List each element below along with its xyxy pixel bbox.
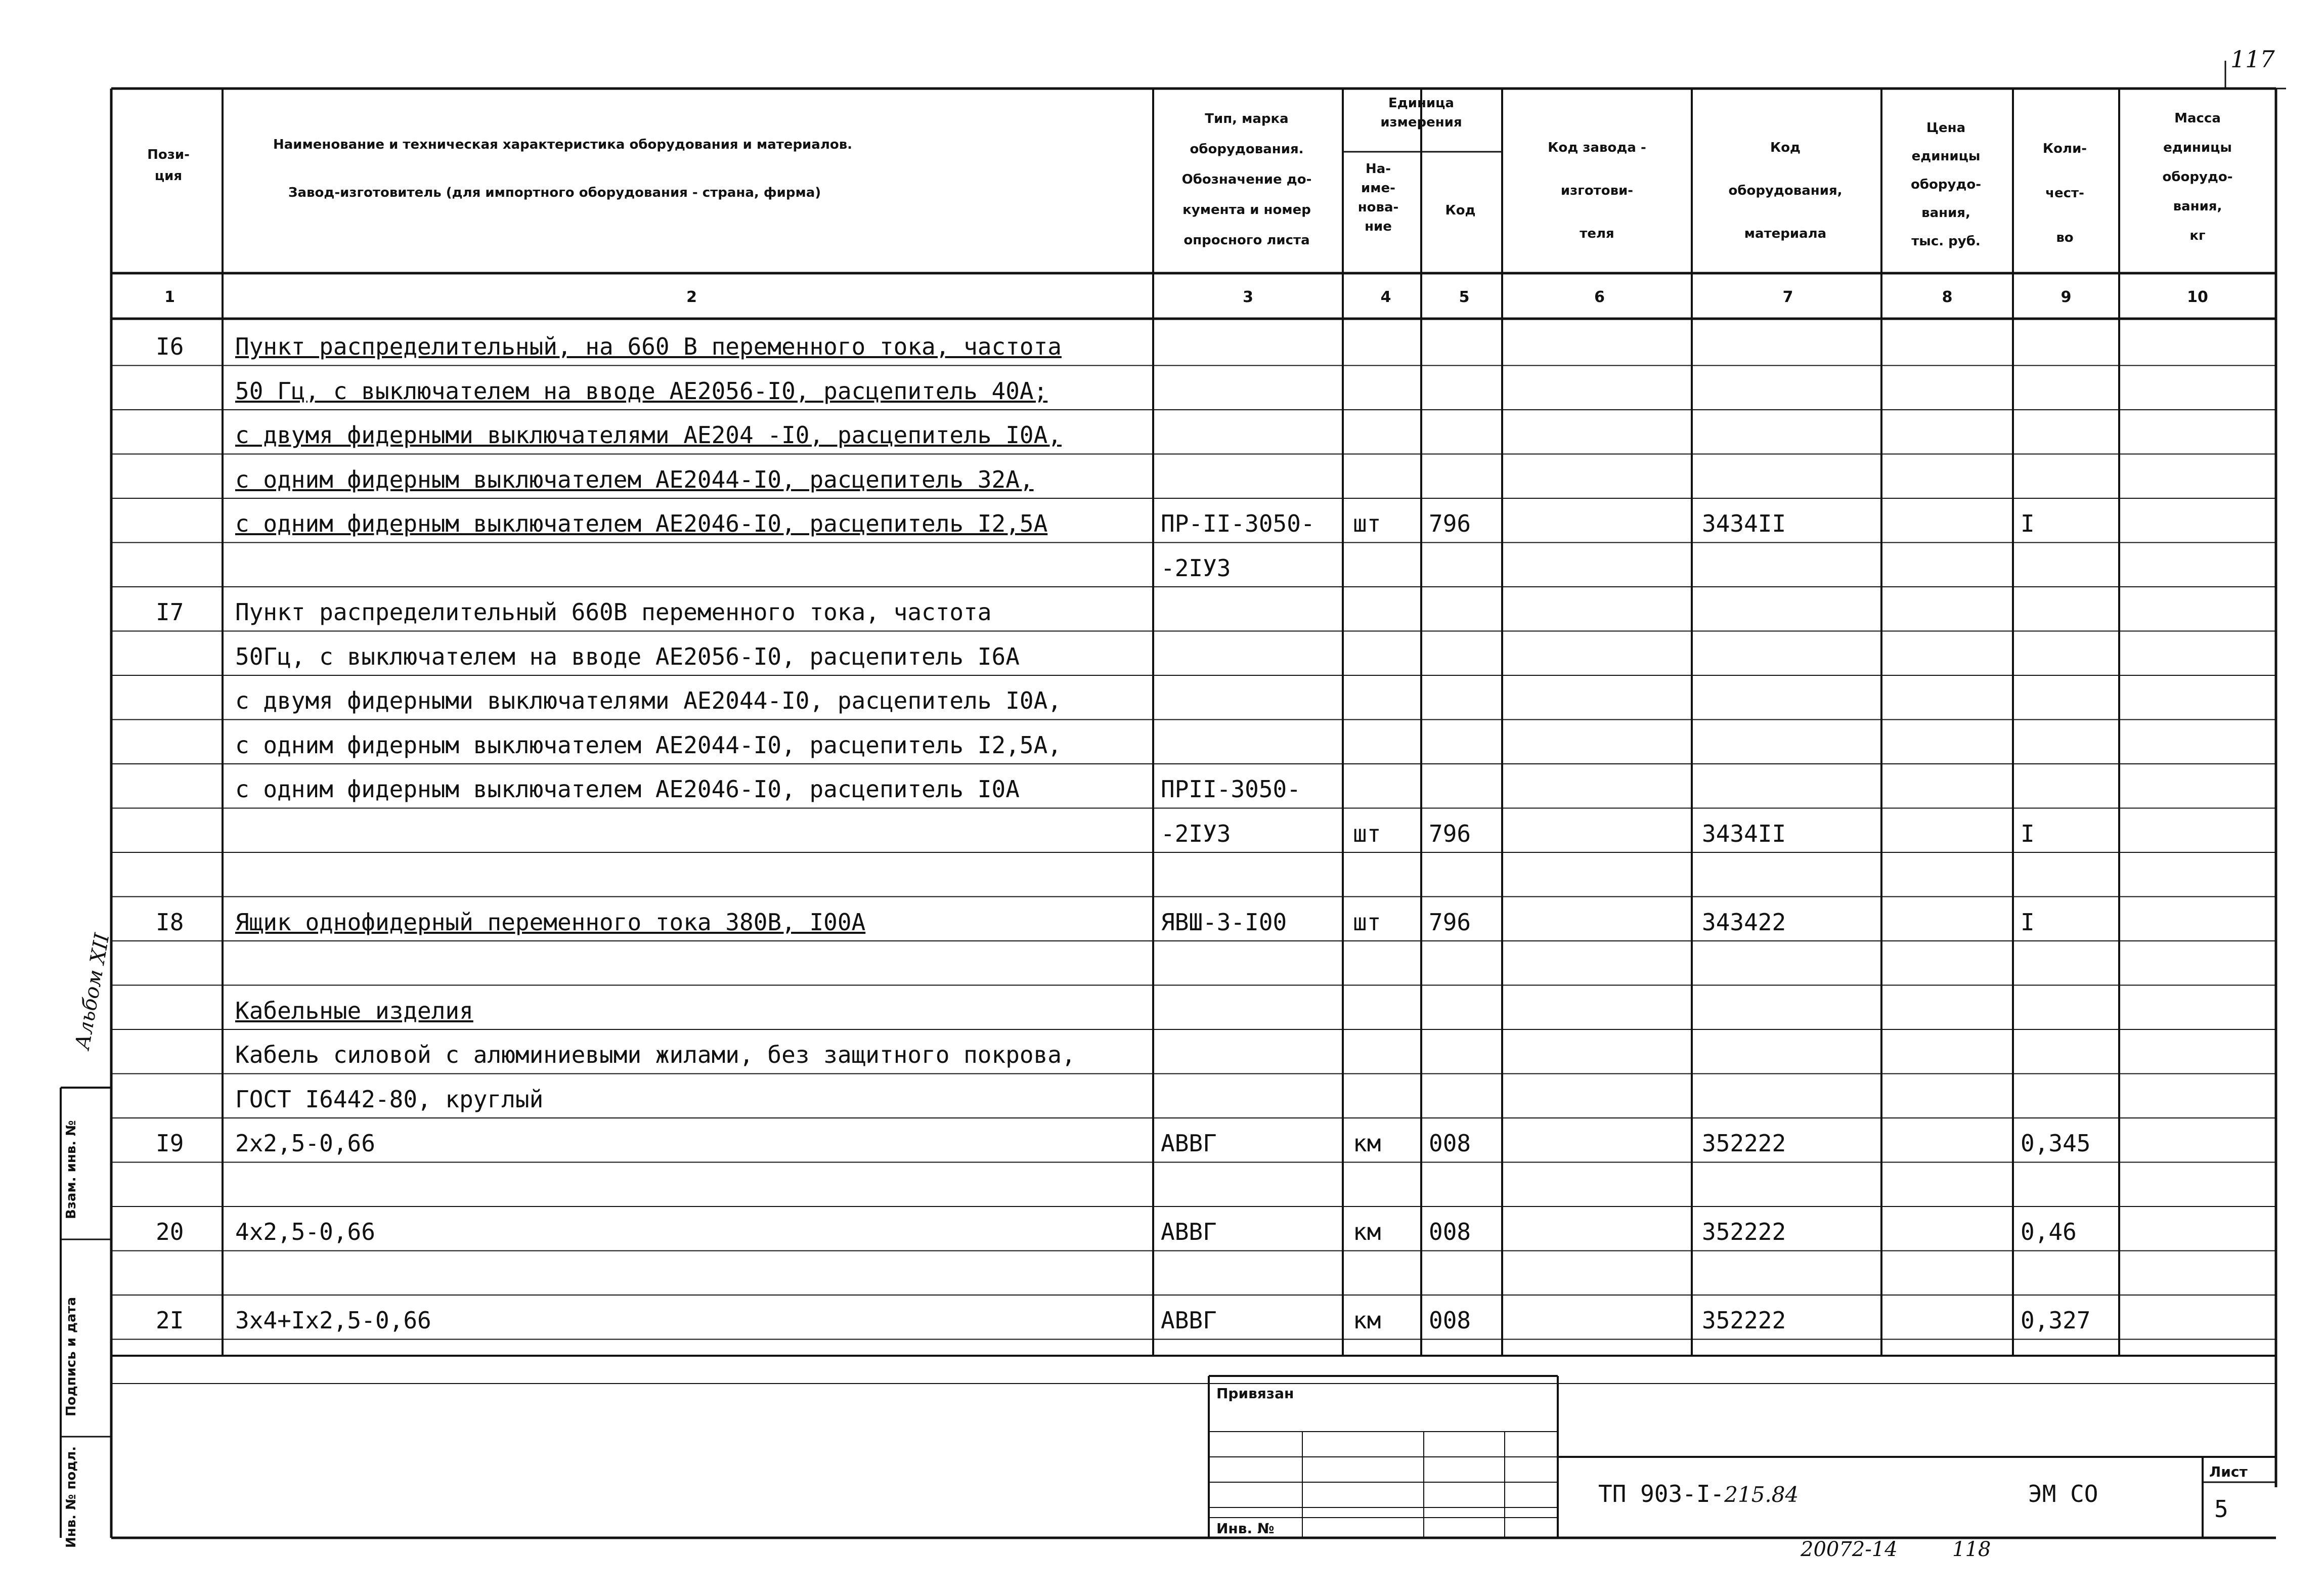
column-number: 7	[1782, 288, 1793, 306]
footer-page-number: 118	[1952, 1538, 1991, 1561]
cell-type: ЯВШ-3-I00	[1161, 908, 1287, 936]
cell-name: 4х2,5-0,66	[235, 1218, 375, 1245]
header-position: Пози- ция	[147, 147, 190, 184]
cell-qty: I	[2021, 510, 2035, 537]
cell-name: 50Гц, с выключателем на вводе АЕ2056-I0, расцепитель I6А	[235, 642, 1020, 670]
header-mass: Масса единицы оборудо- вания, кг	[2162, 111, 2233, 243]
document-code: ТП 903-I-	[1598, 1480, 1725, 1507]
cell-code: 796	[1429, 819, 1471, 847]
sheet-number: 5	[2214, 1495, 2228, 1523]
stamp-inv-no: Инв. №	[1216, 1520, 1275, 1537]
header-equip-code: Код оборудования, материала	[1728, 140, 1843, 241]
column-number: 5	[1459, 288, 1470, 306]
document-mark: ЭМ СО	[2028, 1480, 2098, 1507]
column-number: 3	[1243, 288, 1253, 306]
cell-pos: 20	[156, 1218, 184, 1245]
side-signature-label: Подпись и дата	[64, 1297, 79, 1416]
cell-type: АВВГ	[1161, 1130, 1217, 1157]
document-designation	[1598, 1480, 1799, 1509]
cell-name: с одним фидерным выключателем АЕ2046-I0, расцепитель I2,5А	[235, 510, 1048, 537]
cell-equip: 343422	[1702, 908, 1786, 936]
header-price: Цена единицы оборудо- вания, тыс. руб.	[1910, 120, 1982, 249]
header-unit: Единица измерения	[1380, 96, 1462, 130]
cell-type: -2IУ3	[1161, 819, 1231, 847]
cell-name: с одним фидерным выключателем АЕ2046-I0, расцепитель I0А	[235, 775, 1020, 803]
cell-code: 796	[1429, 908, 1471, 936]
cell-unit: км	[1353, 1307, 1381, 1334]
side-album-label: Альбом XII	[71, 931, 114, 1051]
cell-qty: I	[2021, 819, 2035, 847]
cell-unit: шт	[1353, 819, 1381, 847]
cell-name: Пункт распределительный 660В переменного тока, частота	[235, 598, 992, 626]
cell-code: 008	[1429, 1307, 1471, 1334]
cell-equip: 352222	[1702, 1307, 1786, 1334]
side-inv-label: Инв. № подл.	[64, 1446, 79, 1548]
cell-name: Кабельные изделия	[235, 997, 473, 1024]
column-number: 9	[2060, 288, 2072, 306]
cell-qty: 0,345	[2021, 1130, 2091, 1157]
cell-unit: км	[1353, 1130, 1381, 1157]
column-number: 8	[1942, 288, 1953, 306]
cell-pos: I6	[156, 333, 184, 360]
side-vzam-label: Взам. инв. №	[64, 1120, 79, 1219]
column-number: 4	[1380, 288, 1391, 306]
sheet-label: Лист	[2209, 1463, 2248, 1480]
cell-code: 796	[1429, 510, 1471, 537]
header-name-line1: Наименование и техническая характеристика оборудования и материалов.	[273, 137, 853, 152]
cell-qty: I	[2021, 908, 2035, 936]
cell-code: 008	[1429, 1218, 1471, 1245]
cell-pos: I8	[156, 908, 184, 936]
column-number: 10	[2187, 288, 2208, 306]
cell-qty: 0,327	[2021, 1307, 2091, 1334]
cell-code: 008	[1429, 1130, 1471, 1157]
cell-qty: 0,46	[2021, 1218, 2077, 1245]
cell-name: Кабель силовой с алюминиевыми жилами, без защитного покрова,	[235, 1041, 1076, 1068]
header-unit-name: На- име- нова- ние	[1357, 161, 1399, 234]
header-unit-code: Код	[1445, 203, 1476, 218]
header-quantity: Коли- чест- во	[2042, 141, 2087, 245]
cell-pos: I9	[156, 1130, 184, 1157]
cell-equip: 3434II	[1702, 819, 1786, 847]
archive-number: 20072-14	[1801, 1538, 1898, 1561]
header-name-line2: Завод-изготовитель (для импортного оборудования - страна, фирма)	[288, 185, 821, 200]
column-number: 6	[1594, 288, 1605, 306]
cell-unit: шт	[1353, 510, 1381, 537]
cell-type: -2IУ3	[1161, 554, 1231, 582]
header-factory-code: Код завода - изготови- теля	[1548, 140, 1646, 241]
cell-equip: 3434II	[1702, 510, 1786, 537]
cell-name: с двумя фидерными выключателями АЕ204 -I0, расцепитель I0А,	[235, 421, 1062, 449]
page-number: 117	[2230, 46, 2275, 73]
cell-unit: км	[1353, 1218, 1381, 1245]
cell-type: ПР-II-3050-	[1161, 510, 1315, 537]
cell-type: ПРII-3050-	[1161, 775, 1301, 803]
cell-type: АВВГ	[1161, 1307, 1217, 1334]
column-number: 1	[164, 288, 175, 306]
cell-name: Пункт распределительный, на 660 В переменного тока, частота	[235, 333, 1062, 360]
cell-pos: 2I	[156, 1307, 184, 1334]
cell-type: АВВГ	[1161, 1218, 1217, 1245]
stamp-privyazan: Привязан	[1216, 1385, 1294, 1402]
cell-equip: 352222	[1702, 1130, 1786, 1157]
column-number: 2	[686, 288, 697, 306]
cell-name: 50 Гц, с выключателем на вводе АЕ2056-I0, расцепитель 40А;	[235, 377, 1048, 405]
cell-pos: I7	[156, 598, 184, 626]
cell-name: ГОСТ I6442-80, круглый	[235, 1085, 544, 1113]
cell-name: 3х4+Iх2,5-0,66	[235, 1307, 431, 1334]
cell-name: с одним фидерным выключателем АЕ2044-I0, расцепитель 32А,	[235, 465, 1034, 493]
cell-name: 2х2,5-0,66	[235, 1130, 375, 1157]
cell-unit: шт	[1353, 908, 1381, 936]
document-code-handwritten: 215.84	[1724, 1482, 1799, 1507]
cell-equip: 352222	[1702, 1218, 1786, 1245]
header-type: Тип, марка оборудования. Обозначение до- кумента и номер опросного листа	[1181, 111, 1312, 248]
cell-name: Ящик однофидерный переменного тока 380В, I00А	[235, 908, 866, 936]
cell-name: с двумя фидерными выключателями АЕ2044-I0, расцепитель I0А,	[235, 687, 1062, 714]
cell-name: с одним фидерным выключателем АЕ2044-I0, расцепитель I2,5А,	[235, 731, 1062, 759]
